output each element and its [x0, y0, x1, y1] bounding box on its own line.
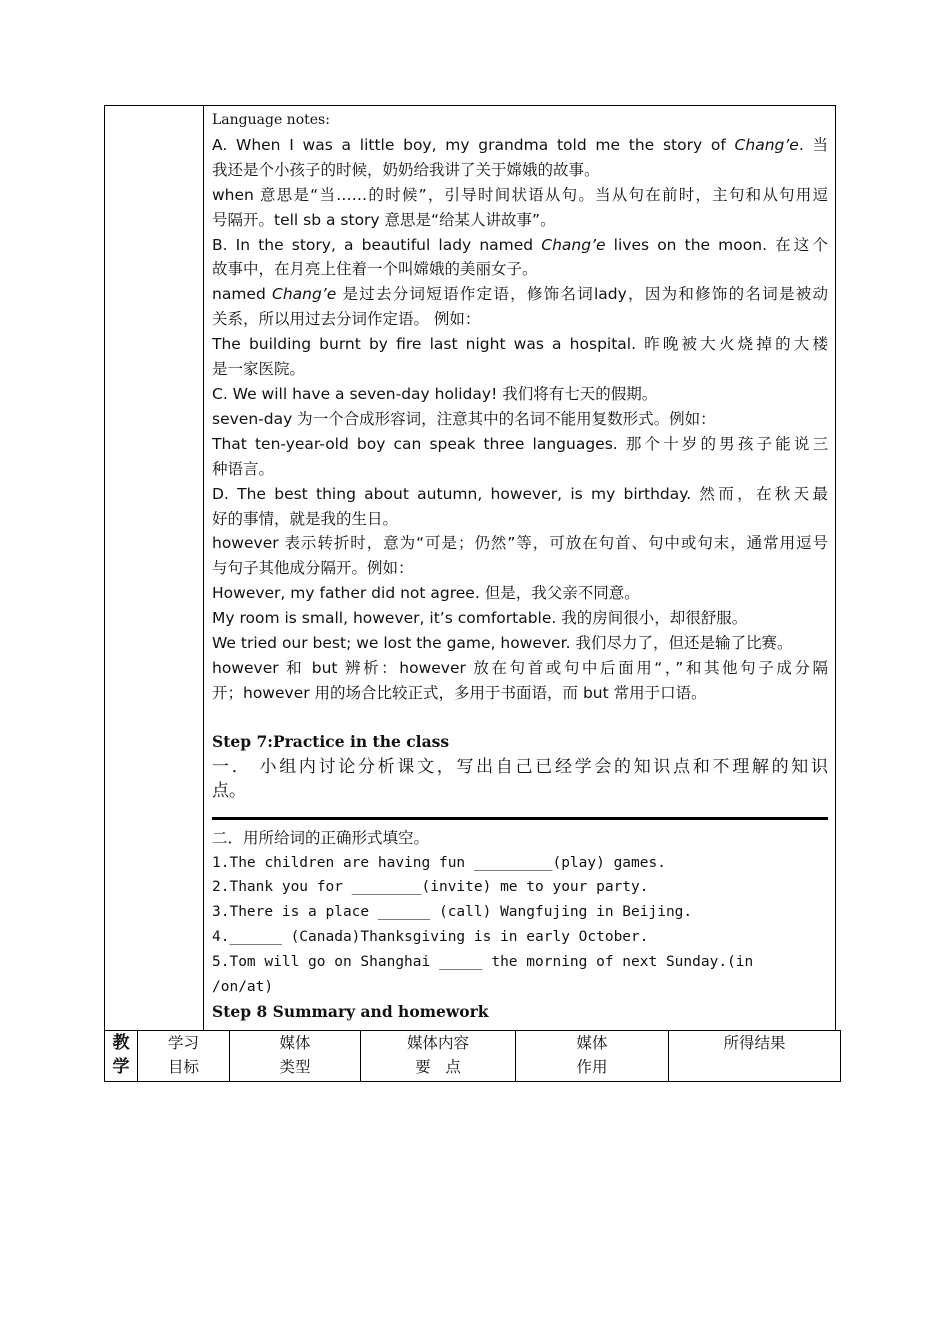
step7-task2: 二．用所给词的正确形式填空。 [212, 828, 430, 847]
table-border-right [835, 105, 836, 1030]
table-cell-media-function: 媒体 作用 [516, 1031, 669, 1082]
step7-title: Step 7:Practice in the class [212, 731, 450, 751]
note-a-explanation-cont: 号隔开。tell sb a story 意思是“给某人讲故事”。 [212, 210, 556, 229]
exercise-5-cont: /on/at) [212, 979, 274, 996]
table-cell-media-content: 媒体内容 要 点 [361, 1031, 516, 1082]
note-b-sentence: B. In the story, a beautiful lady named Chang’e lives on the moon. 在这个 [212, 235, 828, 254]
note-a-sentence: A. When I was a little boy, my grandma told me the story of Chang’e. 当 [212, 135, 828, 154]
note-d-example-2: My room is small, however, it’s comfortable. 我的房间很小，却很舒服。 [212, 609, 748, 628]
note-d-example-3: We tried our best; we lost the game, however. 我们尽力了，但还是输了比赛。 [212, 634, 793, 653]
table-row [105, 1031, 841, 1082]
note-d-comparison: however 和 but 辨析：however 放在句首或句中后面用“，”和其他句子成分隔 [212, 658, 828, 677]
step7-task1-cont: 点。 [212, 780, 246, 801]
note-b-explanation: named Chang’e 是过去分词短语作定语，修饰名词lady，因为和修饰的名词是被动 [212, 285, 828, 304]
note-c-example-cont: 种语言。 [212, 459, 275, 478]
table-cell-teaching: 教 学 [105, 1031, 138, 1082]
media-table [104, 1030, 841, 1082]
note-b-explanation-cont: 关系，所以用过去分词作定语。 例如： [212, 310, 481, 329]
note-c-explanation: seven-day 为一个合成形容词，注意其中的名词不能用复数形式。例如： [212, 409, 716, 428]
exercise-3: 3.There is a place ______ (call) Wangfujing in Beijing. [212, 904, 693, 921]
table-border-top [104, 105, 836, 106]
step7-task1: 一． 小组内讨论分析课文，写出自己已经学会的知识点和不理解的知识 [212, 756, 828, 777]
table-cell-result: 所得结果 [669, 1031, 841, 1082]
table-cell-learning-goal: 学习 目标 [138, 1031, 230, 1082]
language-notes-heading: Language notes: [212, 112, 330, 128]
table-border-left [104, 105, 105, 1030]
answer-line [212, 817, 828, 820]
note-d-translation: 好的事情，就是我的生日。 [212, 509, 399, 528]
exercise-1: 1.The children are having fun _________(play) games. [212, 854, 666, 871]
exercise-5: 5.Tom will go on Shanghai _____ the morning of next Sunday.(in [212, 954, 754, 971]
note-d-sentence: D. The best thing about autumn, however, is my birthday. 然而，在秋天最 [212, 484, 828, 503]
note-b-translation: 故事中，在月亮上住着一个叫嫦娥的美丽女子。 [212, 260, 538, 279]
step8-title: Step 8 Summary and homework [212, 1002, 489, 1021]
table-cell-media-type: 媒体 类型 [230, 1031, 361, 1082]
exercise-2: 2.Thank you for ________(invite) me to your party. [212, 879, 649, 896]
table-border-middle [203, 105, 204, 1030]
note-d-explanation-cont: 与句子其他成分隔开。例如： [212, 559, 414, 578]
note-d-example-1: However, my father did not agree. 但是，我父亲不同意。 [212, 584, 640, 603]
lesson-content [212, 108, 828, 1025]
note-a-explanation: when 意思是“当……的时候”，引导时间状语从句。当从句在前时，主句和从句用逗 [212, 185, 828, 204]
spacer [212, 706, 828, 730]
note-b-example-cont: 是一家医院。 [212, 360, 306, 379]
note-a-translation: 我还是个小孩子的时候，奶奶给我讲了关于嫦娥的故事。 [212, 160, 600, 179]
note-d-comparison-cont: 开；however 用的场合比较正式，多用于书面语，而 but 常用于口语。 [212, 683, 707, 702]
note-b-example: The building burnt by fire last night was a hospital. 昨晚被大火烧掉的大楼 [212, 335, 828, 354]
note-d-explanation: however 表示转折时，意为“可是；仍然”等，可放在句首、句中或句末，通常用逗号 [212, 534, 828, 553]
note-c-sentence: C. We will have a seven-day holiday! 我们将有七天的假期。 [212, 384, 658, 403]
note-c-example: That ten-year-old boy can speak three languages. 那个十岁的男孩子能说三 [212, 434, 828, 453]
exercise-4: 4.______ (Canada)Thanksgiving is in early October. [212, 929, 649, 946]
